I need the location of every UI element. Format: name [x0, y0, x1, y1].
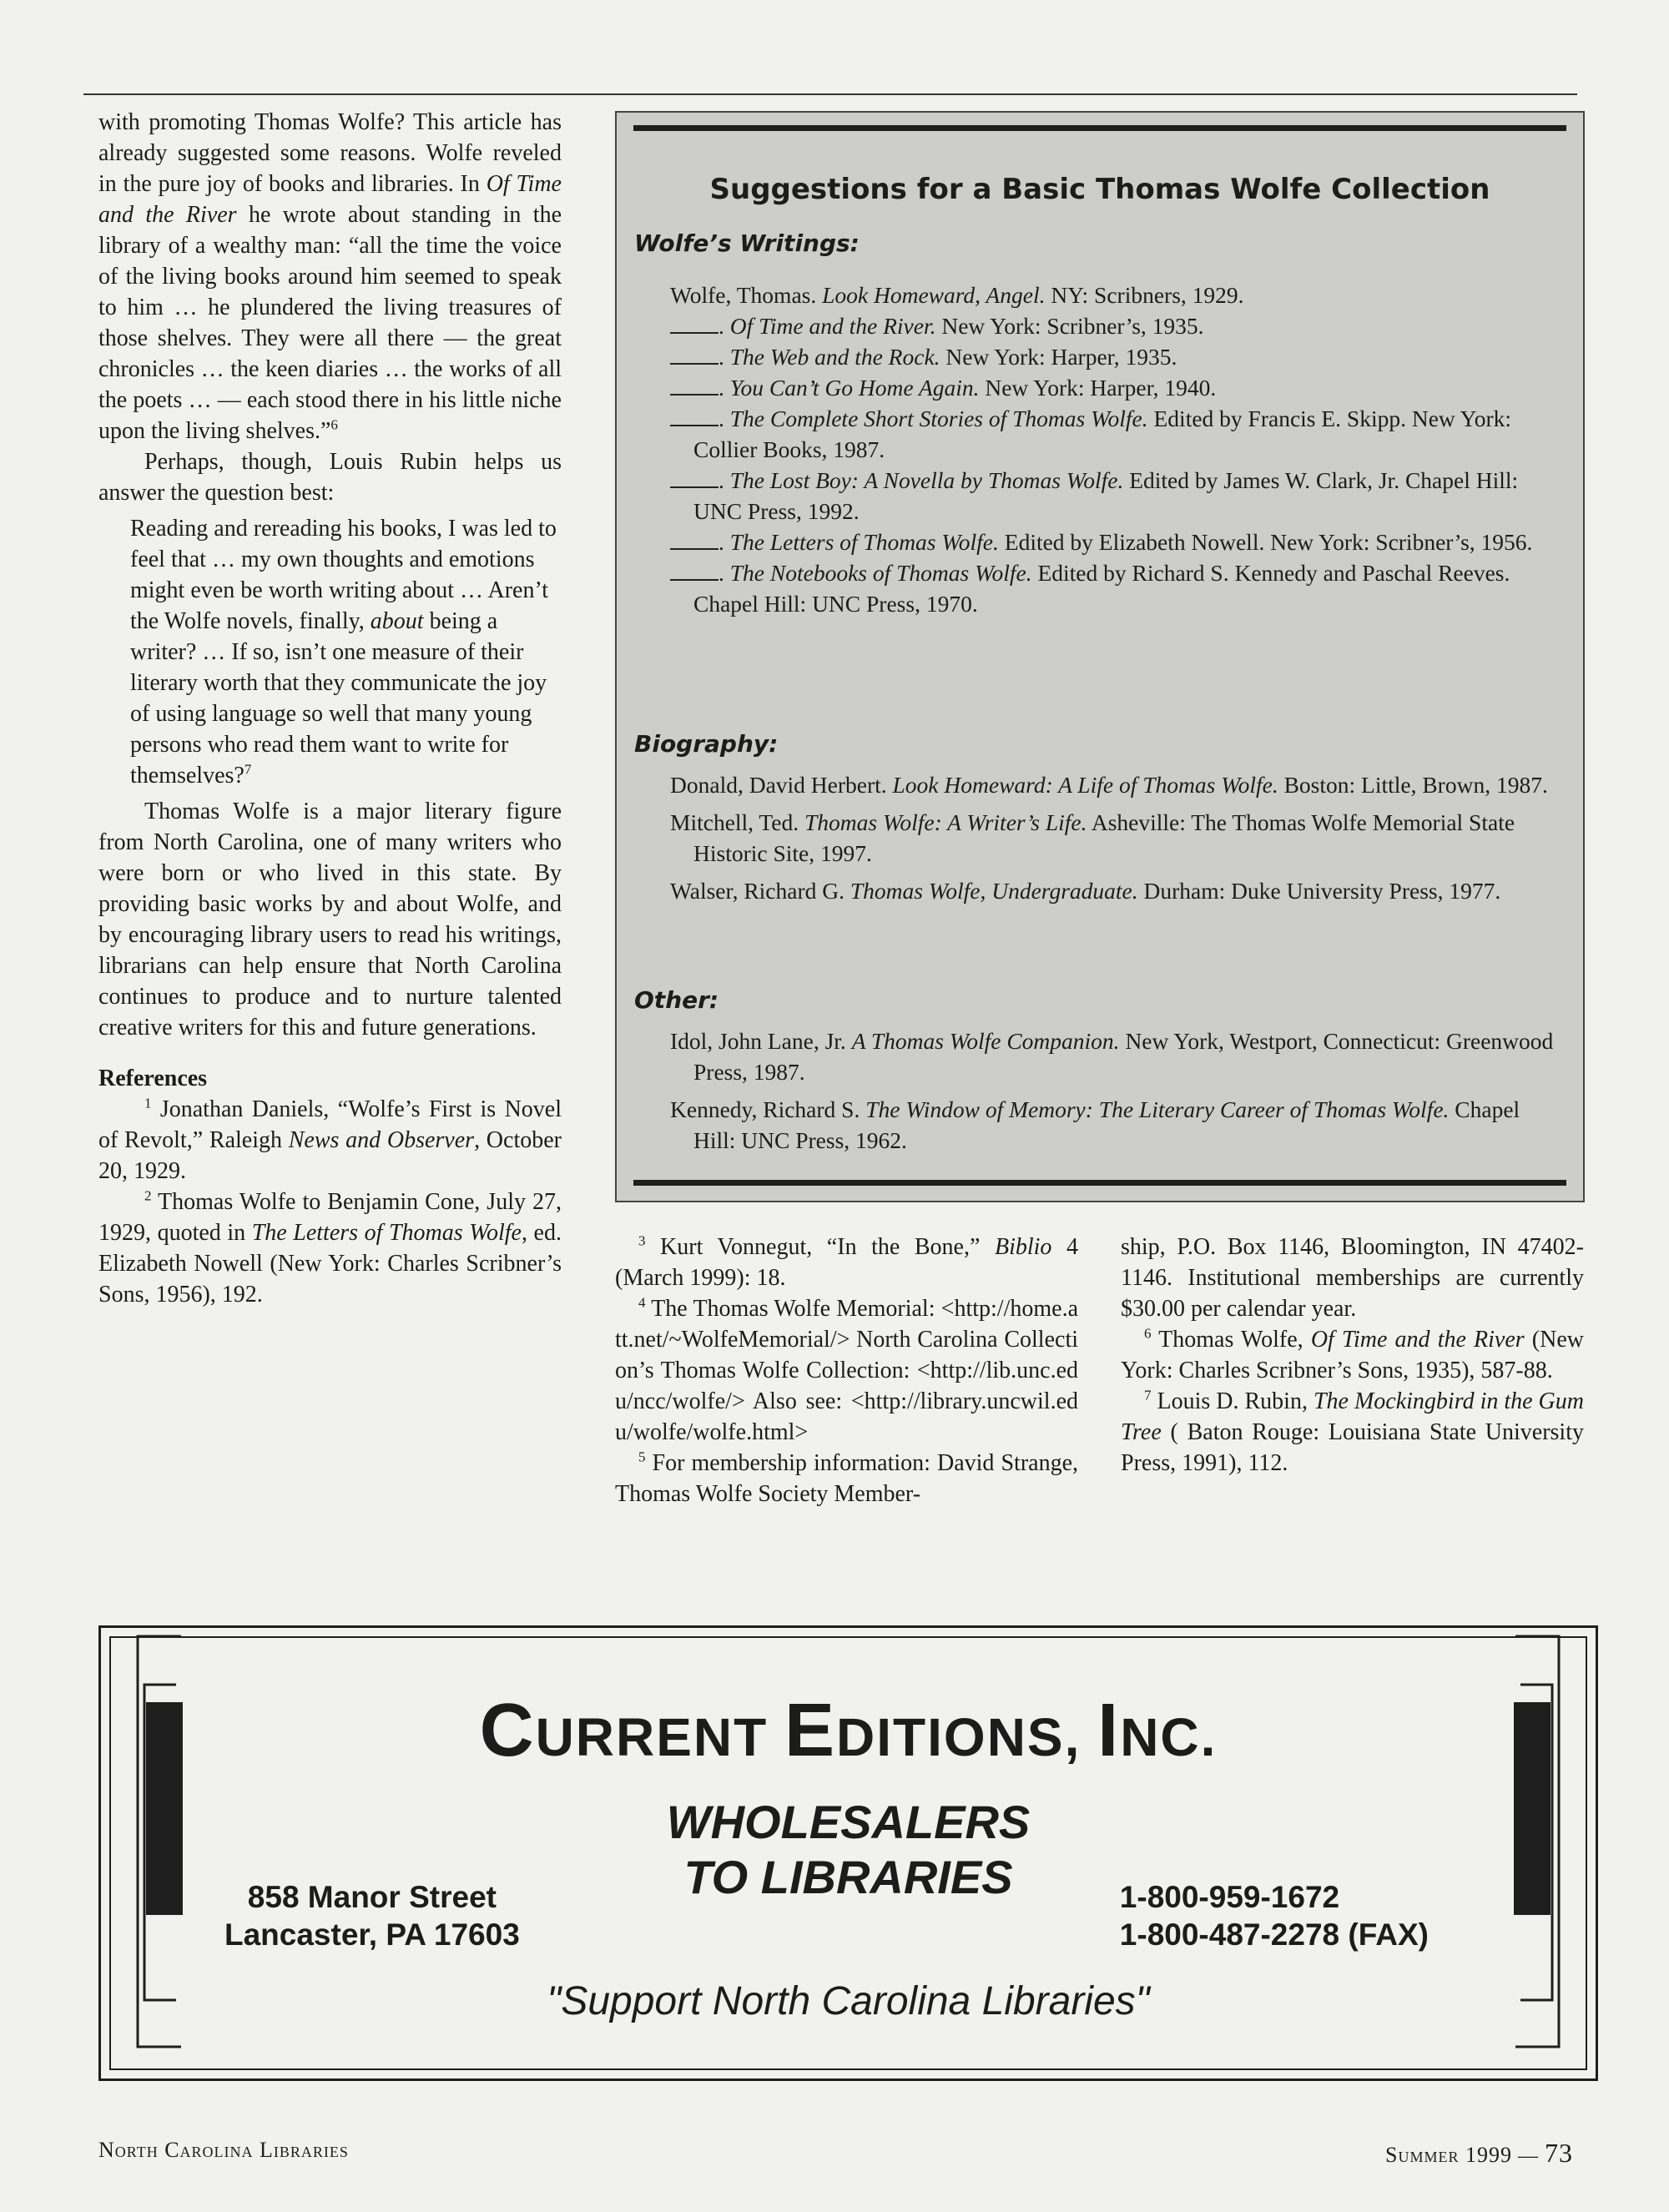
repeat-author-blank — [670, 561, 719, 581]
reference-2: $^2$ Thomas Wolfe to Benjamin Cone, July 27, 1929, quoted in The Letters of Thomas Wolfe, ed. Elizabeth Nowell (New York: Charles Scribner’s Sons, 1956), 192. — [98, 1187, 562, 1308]
biography-entry: Walser, Richard G. Thomas Wolfe, Undergraduate. Durham: Duke University Press, 1977. — [670, 878, 1501, 904]
writings-entry: . Of Time and the River. New York: Scribner’s, 1935. — [670, 310, 1560, 341]
repeat-author-blank — [670, 406, 719, 426]
writings-entry: Wolfe, Thomas. Look Homeward, Angel. NY: Scribners, 1929. — [670, 282, 1244, 308]
footnote-5-continued: ship, P.O. Box 1146, Bloomington, IN 47402-1146. Institutional memberships are currently $30.00 per calendar year. — [1121, 1234, 1584, 1322]
page-number: 73 — [1545, 2138, 1573, 2168]
ad-slogan: "Support North Carolina Libraries" — [547, 1979, 1150, 2023]
footnote-ref: 6 — [330, 416, 338, 433]
other-entry: Kennedy, Richard S. The Window of Memory: The Literary Career of Thomas Wolfe. Chapel Hill: UNC Press, 1962. — [670, 1096, 1520, 1153]
repeat-author-blank — [670, 345, 719, 365]
paragraph-1: with promoting Thomas Wolfe? This article has already suggested some reasons. Wolfe reveled in the pure joy of books and libraries. In Of Time and the River he wrote about standing in the library of a wealthy man: “all the time the voice of the living books around him seemed to speak to him … he plundered the living treasures of those shelves. They were all there — the great chronicles … the keen diaries … the works of all the poets … — each stood there in his little niche upon the living shelves.”$^6$ — [98, 109, 562, 444]
top-rule — [83, 93, 1577, 95]
writings-entry: . The Letters of Thomas Wolfe. Edited by Elizabeth Nowell. New York: Scribner’s, 1956. — [670, 527, 1560, 557]
footnotes-middle-column — [615, 1232, 1078, 1509]
company-phone: 1-800-959-1672 1-800-487-2278 (FAX) — [1119, 1880, 1429, 1952]
other-entry: Idol, John Lane, Jr. A Thomas Wolfe Companion. New York, Westport, Connecticut: Greenwood Press, 1987. — [670, 1028, 1554, 1085]
reference-1: $^1$ Jonathan Daniels, “Wolfe’s First is Novel of Revolt,” Raleigh News and Observer, October 20, 1929. — [98, 1095, 562, 1184]
other-list — [670, 1025, 1560, 1156]
footnote-7: $^7$ Louis D. Rubin, The Mockingbird in the Gum Tree ( Baton Rouge: Louisiana State University Press, 1991), 112. — [1121, 1387, 1584, 1476]
paragraph-3: Thomas Wolfe is a major literary figure from North Carolina, one of many writers who were born or who lived in this state. By providing basic works by and about Wolfe, and by encouraging library users to read his writings, librarians can help ensure that North Carolina continues to produce and to nurture talented creative writers for this and future generations. — [98, 799, 562, 1040]
sidebar-bottom-bar — [633, 1180, 1566, 1186]
writings-entry: . The Lost Boy: A Novella by Thomas Wolfe. Edited by James W. Clark, Jr. Chapel Hill: UNC Press, 1992. — [670, 465, 1560, 527]
footnote-4: $^4$ The Thomas Wolfe Memorial: <http://home.att.net/~WolfeMemorial/> North Carolina Collection’s Thomas Wolfe Collection: <http://lib.unc.edu/ncc/wolfe/> Also see: <http://library.uncwil.edu/wolfe/wolfe.html> — [615, 1294, 1078, 1445]
company-address: 858 Manor Street Lancaster, PA 17603 — [224, 1880, 520, 1952]
paragraph-2: Perhaps, though, Louis Rubin helps us answer the question best: — [98, 449, 562, 506]
biography-list — [670, 769, 1560, 906]
writings-heading: Wolfe’s Writings: — [634, 229, 860, 257]
repeat-author-blank — [670, 314, 719, 334]
company-name: CURRENT EDITIONS, INC. — [479, 1689, 1218, 1772]
sidebar-top-bar — [633, 125, 1566, 131]
biography-entry: Mitchell, Ted. Thomas Wolfe: A Writer’s Life. Asheville: The Thomas Wolfe Memorial State Historic Site, 1997. — [670, 809, 1515, 866]
biography-heading: Biography: — [634, 730, 779, 758]
sidebar-title: Suggestions for a Basic Thomas Wolfe Collection — [709, 173, 1490, 206]
block-quote: Reading and rereading his books, I was led to feel that … my own thoughts and emotions might even be worth writing about … Aren’t the Wolfe novels, finally, about being a writer? … If so, isn’t one measure of their literary worth that they communicate the joy of using language so well that many young persons who read them want to write for themselves?$^7$ — [130, 516, 557, 789]
writings-entry: . You Can’t Go Home Again. New York: Harper, 1940. — [670, 372, 1560, 403]
footnotes-right-column — [1121, 1232, 1584, 1479]
repeat-author-blank — [670, 375, 719, 396]
writings-entry: . The Notebooks of Thomas Wolfe. Edited by Richard S. Kennedy and Paschal Reeves. Chapel Hill: UNC Press, 1970. — [670, 557, 1560, 619]
repeat-author-blank — [670, 468, 719, 488]
biography-entry: Donald, David Herbert. Look Homeward: A Life of Thomas Wolfe. Boston: Little, Brown, 1987. — [670, 772, 1548, 798]
repeat-author-blank — [670, 530, 719, 550]
footer-journal-name: North Carolina Libraries — [98, 2138, 349, 2162]
footnote-6: $^6$ Thomas Wolfe, Of Time and the River (New York: Charles Scribner’s Sons, 1935), 587-88. — [1121, 1325, 1584, 1383]
footnote-ref: 7 — [244, 761, 252, 778]
footnote-3: $^3$ Kurt Vonnegut, “In the Bone,” Biblio 4 (March 1999): 18. — [615, 1232, 1078, 1291]
footer-issue: Summer 1999 — 73 — [1385, 2138, 1573, 2168]
company-tagline: WHOLESALERS TO LIBRARIES — [666, 1796, 1031, 1903]
collection-sidebar — [615, 111, 1585, 1202]
references-heading: References — [98, 1066, 208, 1091]
writings-list — [670, 280, 1560, 619]
writings-entry: . The Web and the Rock. New York: Harper, 1935. — [670, 341, 1560, 372]
current-editions-ad — [98, 1625, 1598, 2081]
footnote-5: $^5$ For membership information: David Strange, Thomas Wolfe Society Member- — [615, 1449, 1078, 1507]
other-heading: Other: — [634, 986, 719, 1014]
article-left-column — [98, 107, 562, 1310]
writings-entry: . The Complete Short Stories of Thomas Wolfe. Edited by Francis E. Skipp. New York: Collier Books, 1987. — [670, 403, 1560, 465]
